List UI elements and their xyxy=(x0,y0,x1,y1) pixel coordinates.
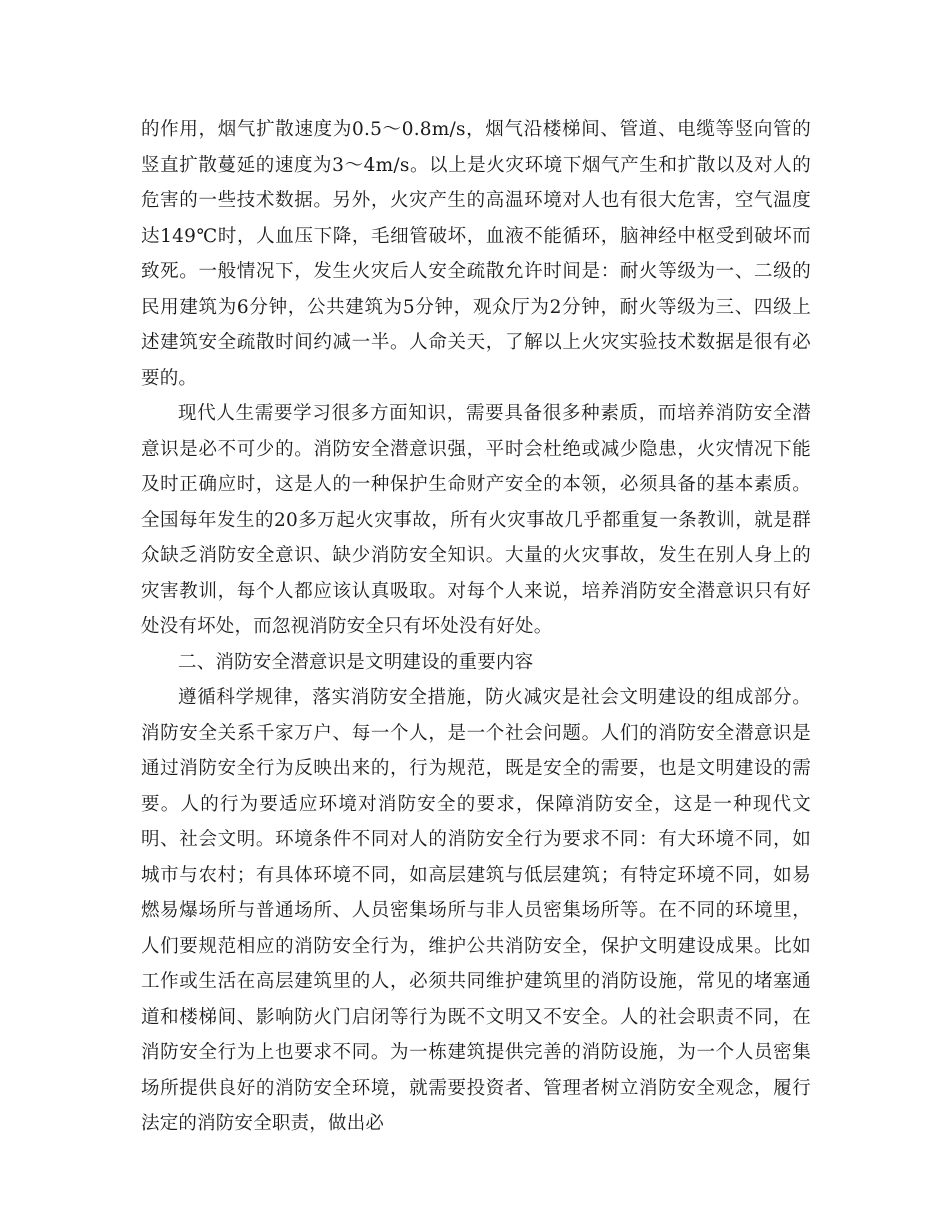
section-heading: 二、消防安全潜意识是文明建设的重要内容 xyxy=(178,651,534,673)
paragraph-civic-awareness: 现代人生需要学习很多方面知识，需要具备很多种素质，而培养消防安全潜意识是必不可少的。消防安全潜意识强，平时会杜绝或减少隐患，火灾情况下能及时正确应时，这是人的一种保护生命财产安全的本领，必须具备的基本素质。全国每年发生的20多万起火灾事故，所有火灾事故几乎都重复一条教训，就是群众缺乏消防安全意识、缺少消防安全知识。大量的火灾事故，发生在别人身上的灾害教训，每个人都应该认真吸取。对每个人来说，培养消防安全潜意识只有好处没有坏处，而忽视消防安全只有坏处没有好处。 xyxy=(141,403,811,637)
paragraph-continuation: 的作用，烟气扩散速度为0.5～0.8m/s，烟气沿楼梯间、管道、电缆等竖向管的竖直扩散蔓延的速度为3～4m/s。以上是火灾环境下烟气产生和扩散以及对人的危害的一些技术数据。另外，火灾产生的高温环境对人也有很大危害，空气温度达149℃时，人血压下降，毛细管破坏，血液不能循环，脑神经中枢受到破坏而致死。一般情况下，发生火灾后人安全疏散允许时间是：耐火等级为一、二级的民用建筑为6分钟，公共建筑为5分钟，观众厅为2分钟，耐火等级为三、四级上述建筑安全疏散时间约减一半。人命关天，了解以上火灾实验技术数据是很有必要的。 xyxy=(141,119,811,389)
paragraph-civilization: 遵循科学规律，落实消防安全措施，防火减灾是社会文明建设的组成部分。消防安全关系千家万户、每一个人，是一个社会问题。人们的消防安全潜意识是通过消防安全行为反映出来的，行为规范，既是安全的需要，也是文明建设的需要。人的行为要适应环境对消防安全的要求，保障消防安全，这是一种现代文明、社会文明。环境条件不同对人的消防安全行为要求不同：有大环境不同，如城市与农村；有具体环境不同，如高层建筑与低层建筑；有特定环境不同，如易燃易爆场所与普通场所、人员密集场所与非人员密集场所等。在不同的环境里，人们要规范相应的消防安全行为，维护公共消防安全，保护文明建设成果。比如工作或生活在高层建筑里的人，必须共同维护建筑里的消防设施，常见的堵塞通道和楼梯间、影响防火门启闭等行为既不文明又不安全。人的社会职责不同，在消防安全行为上也要求不同。为一栋建筑提供完善的消防设施，为一个人员密集场所提供良好的消防安全环境，就需要投资者、管理者树立消防安全观念，履行法定的消防安全职责，做出必 xyxy=(141,687,811,1134)
document-body xyxy=(141,112,811,1142)
